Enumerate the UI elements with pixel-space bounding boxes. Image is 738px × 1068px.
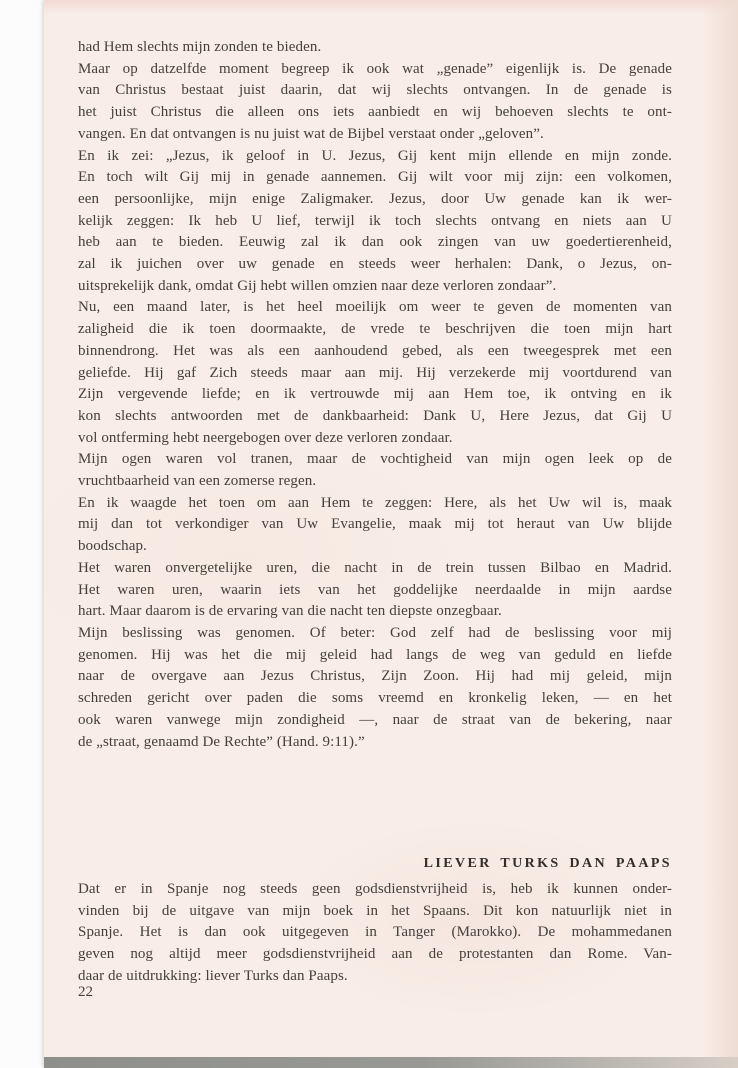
text-line: Nu, een maand later, is het heel moeilijk om weer te geven de momenten van [78,299,672,316]
text-line: ook waren vanwege mijn zondigheid —, naar de straat van de bekering, naar [78,711,672,728]
text-line: naar de overgave aan Jezus Christus, Zijn Zoon. Hij had mij geleid, mijn [78,668,672,685]
text-line: En ik waagde het toen om aan Hem te zeggen: Here, als het Uw wil is, maak [78,494,672,511]
section-heading: LIEVER TURKS DAN PAAPS [423,856,672,871]
text-line: kon slechts antwoorden met de dankbaarheid: Dank U, Here Jezus, dat Gij U [78,407,672,424]
text-line: Maar op datzelfde moment begreep ik ook wat „genade” eigenlijk is. De genade [78,60,672,77]
text-line: Mijn beslissing was genomen. Of beter: God zelf had de beslissing voor mij [78,624,672,641]
text-line: kelijk zeggen: Ik heb U lief, terwijl ik toch slechts ontvang en niets aan U [78,212,672,229]
text-line: mij dan tot verkondiger van Uw Evangelie, maak mij tot heraut van Uw blijde [78,516,672,533]
text-line: vruchtbaarheid van een zomerse regen. [78,473,317,490]
text-line: hart. Maar daarom is de ervaring van die nacht ten diepste onzegbaar. [78,603,502,620]
page-edge-right [702,0,738,1068]
page-number: 22 [78,984,93,1000]
text-line: het juist Christus die alleen ons iets aanbiedt en wij behoeven slechts te ont- [78,104,672,121]
text-line: En toch wilt Gij mij in genade aannemen. Gij wilt voor mij zijn: een volkomen, [78,169,672,186]
text-line: vol ontferming hebt neergebogen over deze verloren zondaar. [78,429,453,446]
text-line: heb aan te bieden. Eeuwig zal ik dan ook zingen van uw goedertierenheid, [78,234,672,251]
text-line: de „straat, genaamd De Rechte” (Hand. 9:11).” [78,733,365,750]
text-line: Het waren uren, waarin iets van het goddelijke neerdaalde in mijn aardse [78,581,672,598]
text-line: had Hem slechts mijn zonden te bieden. [78,39,322,55]
page-bottom-shadow [44,1057,738,1068]
text-line: daar de uitdrukking: liever Turks dan Paaps. [78,967,348,984]
text-line: geven nog altijd meer godsdienstvrijheid aan de protestanten dan Rome. Van- [78,946,672,963]
text-line: zaligheid die ik toen doormaakte, de vrede te beschrijven die toen mijn hart [78,321,672,338]
text-line: boodschap. [78,538,147,555]
text-line: En ik zei: „Jezus, ik geloof in U. Jezus, Gij kent mijn ellende en mijn zonde. [78,147,672,164]
scanned-book-page [44,0,738,1068]
text-line: Dat er in Spanje nog steeds geen godsdienstvrijheid is, heb ik kunnen onder- [78,881,672,897]
page-edge-top [44,0,738,14]
text-line: uitsprekelijk dank, omdat Gij hebt willen omzien naar deze verloren zondaar”. [78,277,557,294]
text-line: vangen. En dat ontvangen is nu juist wat de Bijbel verstaat onder „geloven”. [78,125,544,142]
text-line: Het waren onvergetelijke uren, die nacht in de trein tussen Bilbao en Madrid. [78,559,672,576]
text-line: van Christus bestaat juist daarin, dat wij slechts ontvangen. In de genade is [78,82,672,99]
text-line: Mijn ogen waren vol tranen, maar de vochtigheid van mijn ogen leek op de [78,451,672,468]
text-line: geliefde. Hij gaf Zich steeds maar aan mij. Hij verzekerde mij voortdurend van [78,364,672,381]
text-line: binnendrong. Het was als een aanhoudend gebed, als een tweegesprek met een [78,342,672,359]
text-line: schreden gericht over paden die soms vreemd en kronkelig leken, — en het [78,690,672,707]
text-line: vinden bij de uitgave van mijn boek in het Spaans. Dit kon natuurlijk niet in [78,902,672,919]
section-text [78,879,672,988]
text-line: Spanje. Het is dan ook uitgegeven in Tanger (Marokko). De mohammedanen [78,924,672,941]
text-line: Zijn vergevende liefde; en ik vertrouwde mij aan Hem toe, ik ontving en ik [78,386,672,403]
body-text [78,37,672,753]
text-line: zal ik juichen over uw genade en steeds weer herhalen: Dank, o Jezus, on- [78,256,672,273]
text-line: genomen. Hij was het die mij geleid had langs de weg van geduld en liefde [78,646,672,663]
text-line: een persoonlijke, mijn enige Zaligmaker. Jezus, door Uw genade kan ik wer- [78,190,672,207]
